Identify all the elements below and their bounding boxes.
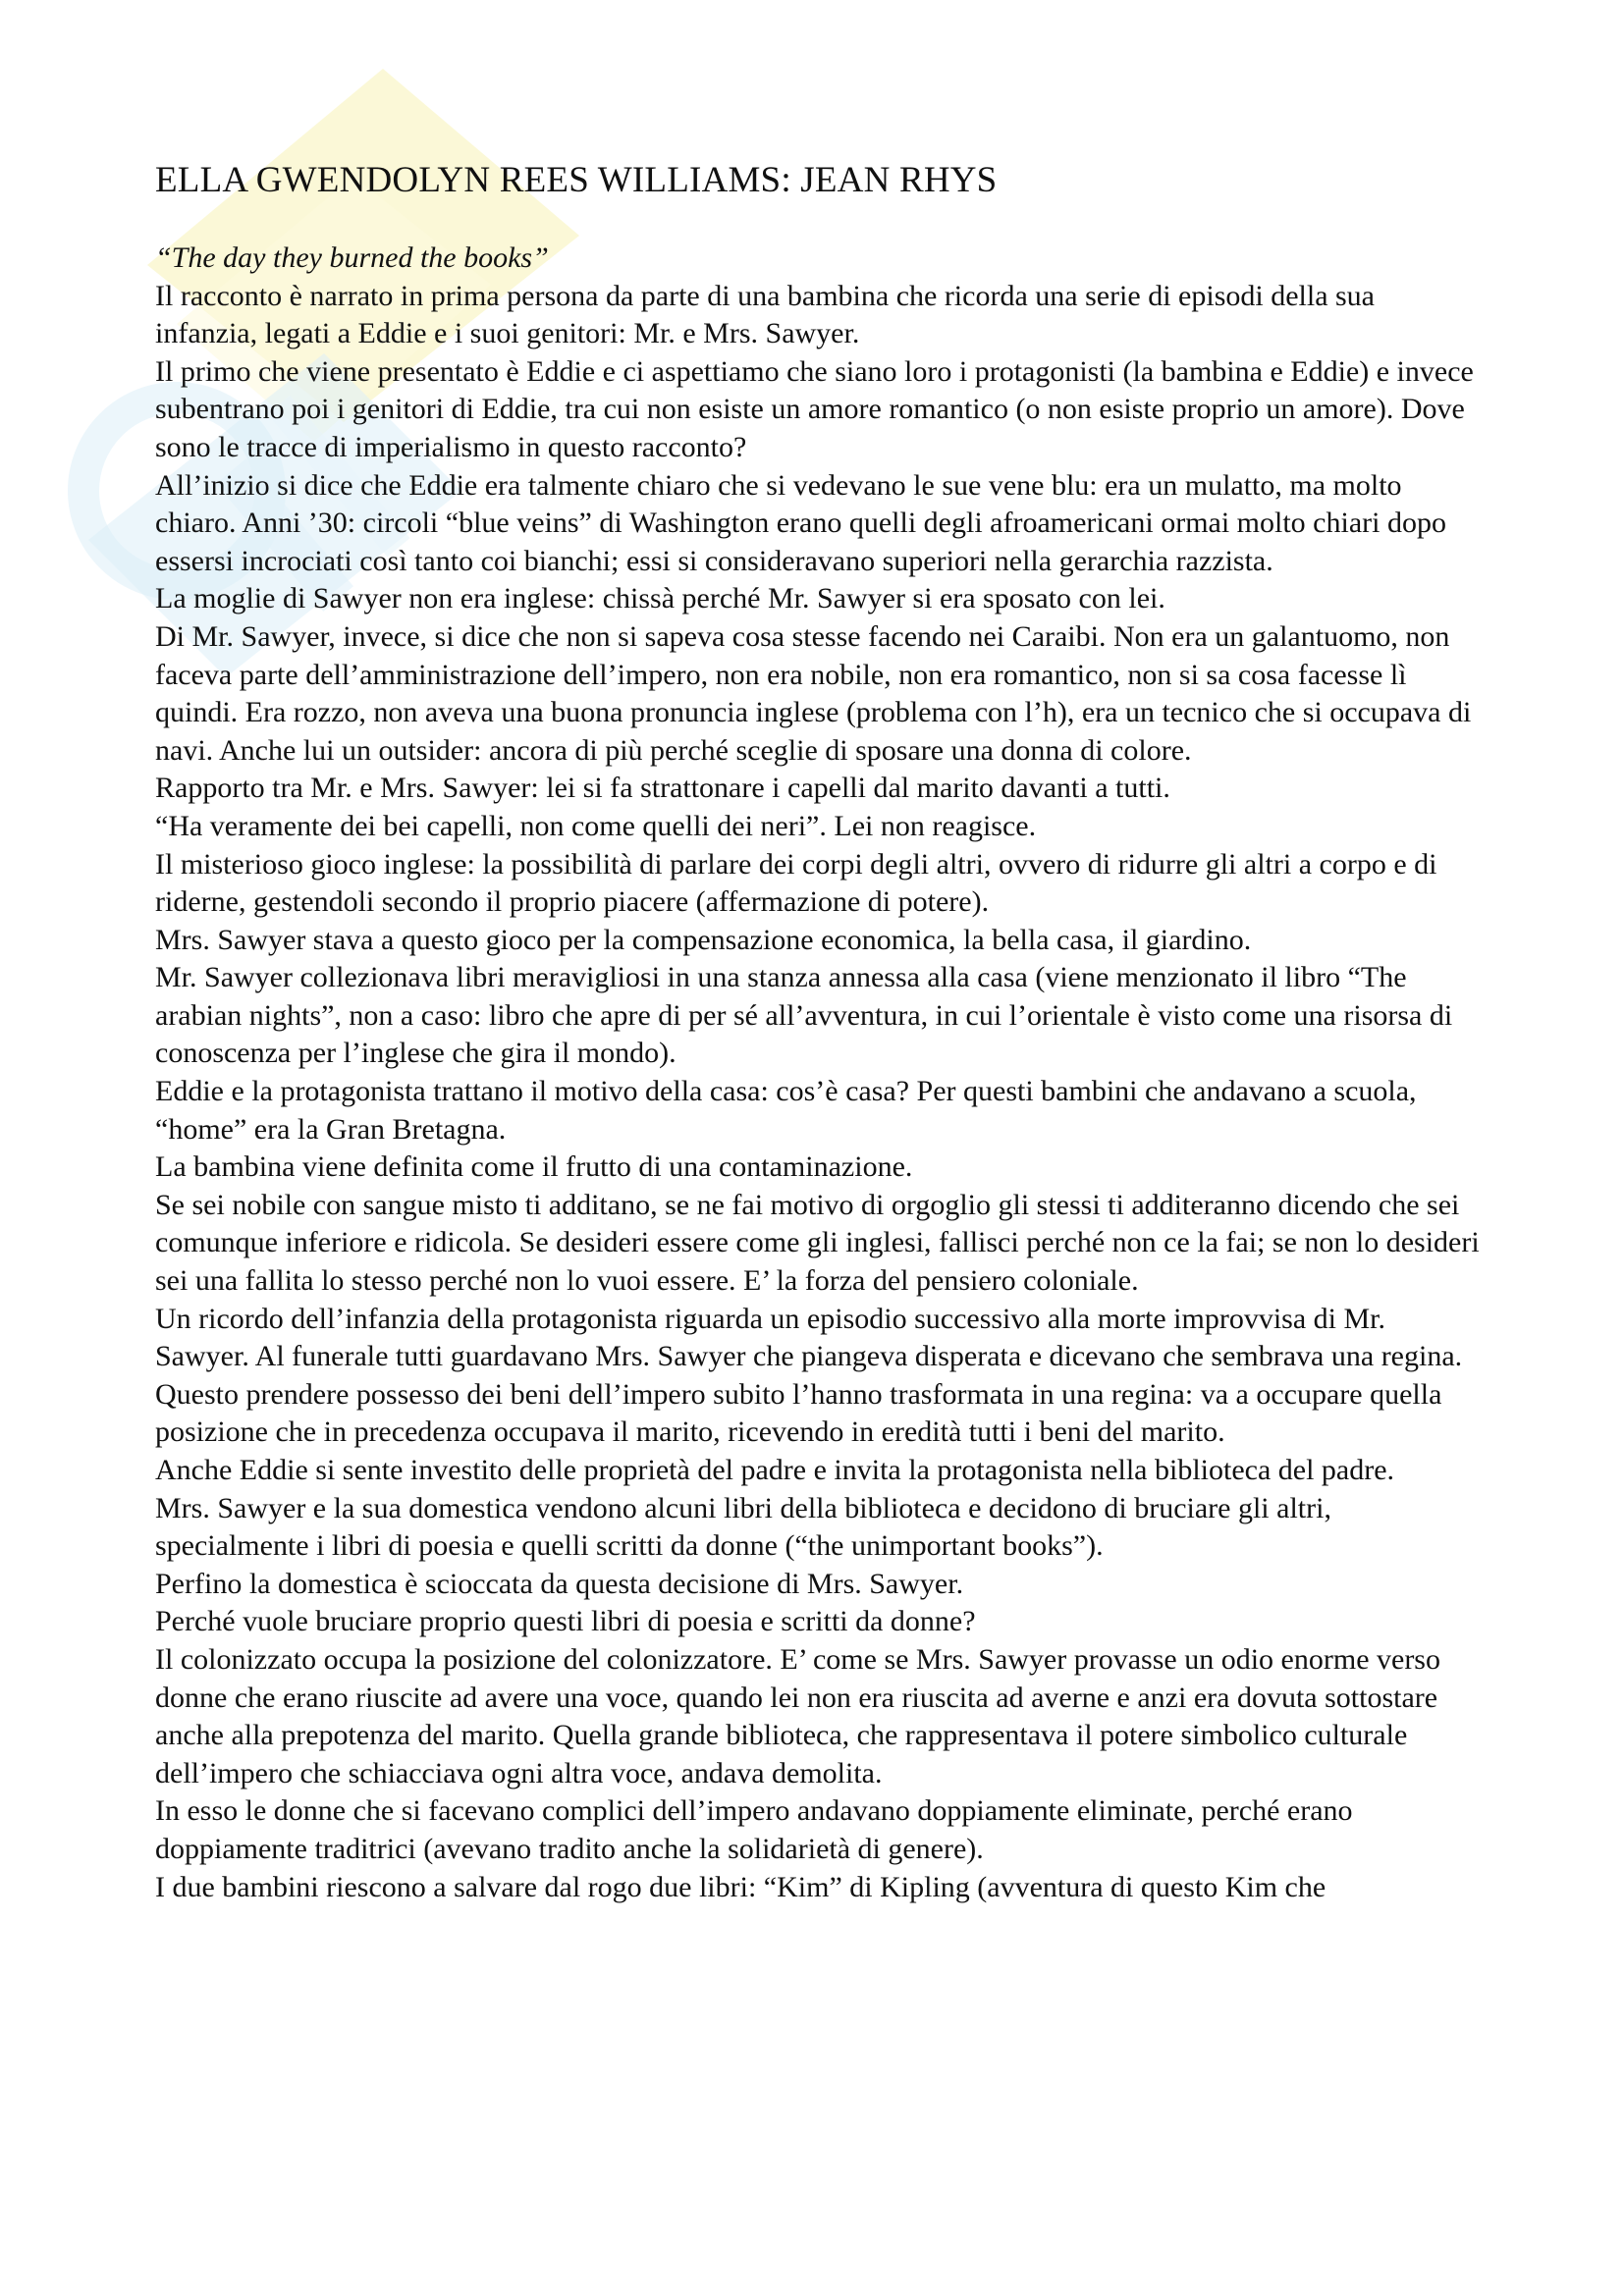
paragraph: Il colonizzato occupa la posizione del colonizzatore. E’ come se Mrs. Sawyer provasse un odio enorme verso donne che erano riuscite ad avere una voce, quando lei non era riuscita ad averne e anzi era dovuta sottostare anche alla prepotenza del marito. Quella grande biblioteca, che rappresentava il potere simbolico culturale dell’impero che schiacciava ogni altra voce, andava demolita. <box>155 1642 1440 1789</box>
paragraph: Mr. Sawyer collezionava libri meravigliosi in una stanza annessa alla casa (viene menzionato il libro “The arabian nights”, non a caso: libro che apre di per sé all’avventura, in cui l’orientale è visto come una risorsa di conoscenza per l’inglese che gira il mondo). <box>155 961 1453 1070</box>
paragraph: I due bambini riescono a salvare dal rogo due libri: “Kim” di Kipling (avventura di questo Kim che <box>155 1870 1326 1903</box>
paragraph: Rapporto tra Mr. e Mrs. Sawyer: lei si fa strattonare i capelli dal marito davanti a tutti. <box>155 772 1170 805</box>
paragraph: Mrs. Sawyer e la sua domestica vendono alcuni libri della biblioteca e decidono di bruciare gli altri, specialmente i libri di poesia e quelli scritti da donne (“the unimportant books”). <box>155 1491 1331 1563</box>
paragraph: Il misterioso gioco inglese: la possibilità di parlare dei corpi degli altri, ovvero di ridurre gli altri a corpo e di riderne, gestendoli secondo il proprio piacere (affermazione di potere). <box>155 847 1437 919</box>
paragraph: All’inizio si dice che Eddie era talmente chiaro che si vedevano le sue vene blu: era un mulatto, ma molto chiaro. Anni ’30: circoli “blue veins” di Washington erano quelli degli afroamericani ormai molto chiari dopo essersi incrociati così tanto coi bianchi; essi si consideravano superiori nella gerarchia razzista. <box>155 468 1446 577</box>
paragraph: In esso le donne che si facevano complici dell’impero andavano doppiamente eliminate, perché erano doppiamente traditrici (avevano tradito anche la solidarietà di genere). <box>155 1794 1353 1865</box>
paragraph: La bambina viene definita come il frutto di una contaminazione. <box>155 1150 913 1184</box>
paragraph: Perfino la domestica è scioccata da questa decisione di Mrs. Sawyer. <box>155 1567 964 1600</box>
paragraph: Di Mr. Sawyer, invece, si dice che non si sapeva cosa stesse facendo nei Caraibi. Non era un galantuomo, non faceva parte dell’amministrazione dell’impero, non era nobile, non era romantico, non si sa cosa facesse lì quindi. Era rozzo, non aveva una buona pronuncia inglese (problema con l’h), era un tecnico che si occupava di navi. Anche lui un outsider: ancora di più perché sceglie di sposare una donna di colore. <box>155 619 1472 767</box>
paragraph: Il primo che viene presentato è Eddie e ci aspettiamo che siano loro i protagonisti (la bambina e Eddie) e invece subentrano poi i genitori di Eddie, tra cui non esiste un amore romantico (o non esiste proprio un amore). Dove sono le tracce di imperialismo in questo racconto? <box>155 354 1474 463</box>
body-text <box>155 278 1481 1907</box>
page-content <box>155 157 1481 1906</box>
paragraph: Se sei nobile con sangue misto ti additano, se ne fai motivo di orgoglio gli stessi ti additeranno dicendo che sei comunque inferiore e ridicola. Se desideri essere come gli inglesi, fallisci perché non ce la fai; se non lo desideri sei una fallita lo stesso perché non lo vuoi essere. E’ la forza del pensiero coloniale. <box>155 1188 1480 1298</box>
paragraph: Eddie e la protagonista trattano il motivo della casa: cos’è casa? Per questi bambini che andavano a scuola, “home” era la Gran Bretagna. <box>155 1075 1417 1146</box>
paragraph: “Ha veramente dei bei capelli, non come quelli dei neri”. Lei non reagisce. <box>155 809 1037 842</box>
paragraph: Mrs. Sawyer stava a questo gioco per la compensazione economica, la bella casa, il giardino. <box>155 923 1252 956</box>
paragraph: Il racconto è narrato in prima persona da parte di una bambina che ricorda una serie di episodi della sua infanzia, legati a Eddie e i suoi genitori: Mr. e Mrs. Sawyer. <box>155 279 1375 350</box>
paragraph: Perché vuole bruciare proprio questi libri di poesia e scritti da donne? <box>155 1605 976 1638</box>
paragraph: La moglie di Sawyer non era inglese: chissà perché Mr. Sawyer si era sposato con lei. <box>155 582 1165 615</box>
document-title: ELLA GWENDOLYN REES WILLIAMS: JEAN RHYS <box>155 160 998 200</box>
paragraph: Anche Eddie si sente investito delle proprietà del padre e invita la protagonista nella biblioteca del padre. <box>155 1454 1395 1486</box>
story-title: “The day they burned the books” <box>155 241 549 274</box>
paragraph: Un ricordo dell’infanzia della protagonista riguarda un episodio successivo alla morte improvvisa di Mr. Sawyer. Al funerale tutti guardavano Mrs. Sawyer che piangeva disperata e dicevano che sembrava una regina. Questo prendere possesso dei beni dell’impero subito l’hanno trasformata in una regina: va a occupare quella posizione che in precedenza occupava il marito, ricevendo in eredità tutti i beni del marito. <box>155 1302 1463 1449</box>
